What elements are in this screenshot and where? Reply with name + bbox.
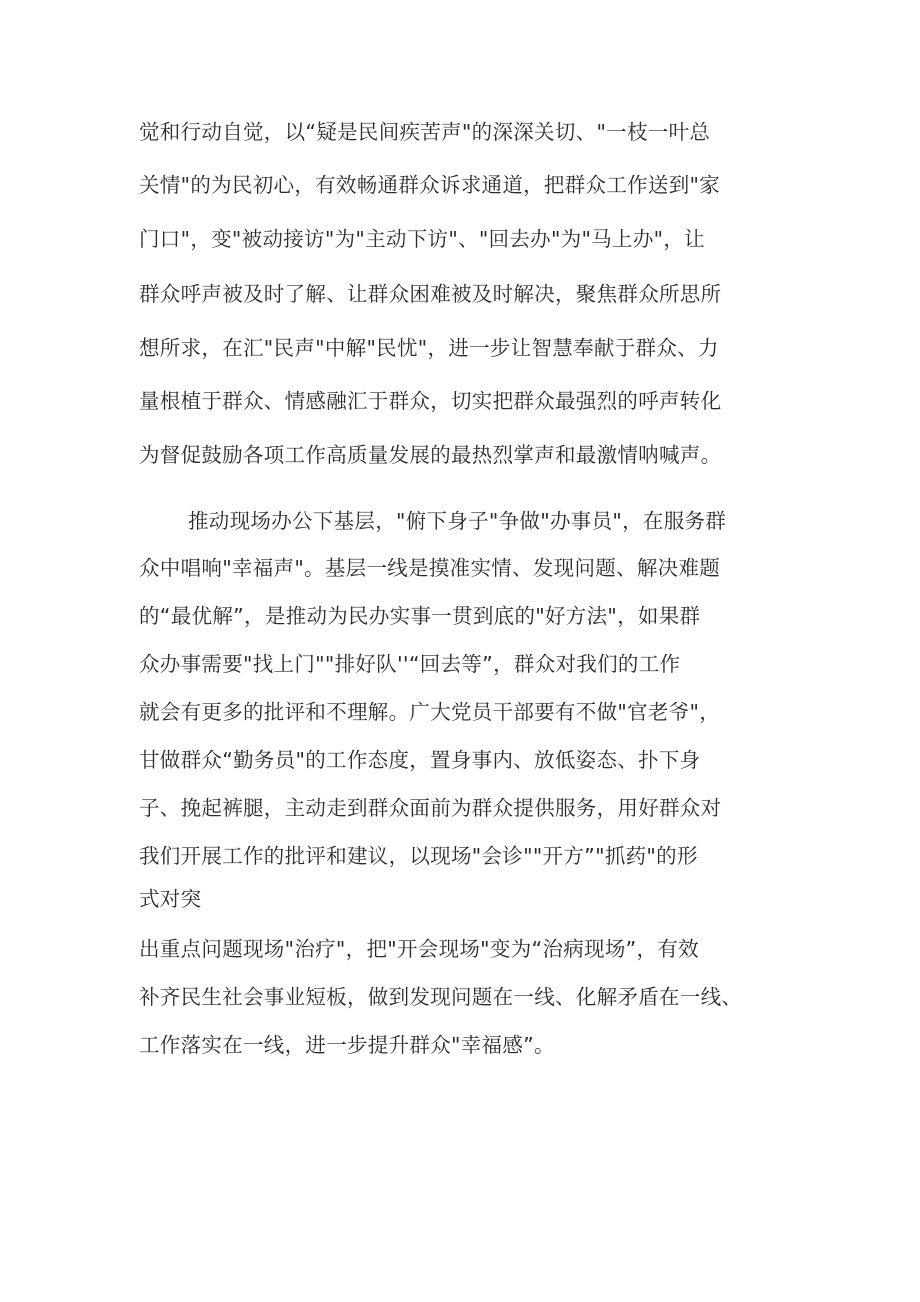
paragraph-line: 子、挽起裤腿，主动走到群众面前为群众提供服务，用好群众对 [139, 796, 722, 820]
paragraph-line: 想所求，在汇"民声"中解"民忧"，进一步让智慧奉献于群众、力 [139, 336, 719, 360]
paragraph-line: 工作落实在一线，进一步提升群众"幸福感”。 [139, 1033, 555, 1057]
paragraph-line: 众中唱响"幸福声"。基层一线是摸准实情、发现问题、解决难题 [139, 556, 721, 580]
paragraph-line: 群众呼声被及时了解、让群众困难被及时解决，聚焦群众所思所 [139, 282, 722, 306]
paragraph-line: 我们开展工作的批评和建议，以现场"会诊""开方”"抓药"的形 [139, 844, 698, 868]
paragraph-line: 觉和行动自觉，以“疑是民间疾苦声"的深深关切、"一枝一叶总 [139, 120, 711, 144]
paragraph-line: 补齐民生社会事业短板，做到发现问题在一线、化解矛盾在一线、 [139, 985, 743, 1009]
paragraph-line: 为督促鼓励各项工作高质量发展的最热烈掌声和最激情呐喊声。 [139, 443, 722, 467]
paragraph-line: 量根植于群众、情感融汇于群众，切实把群众最强烈的呼声转化 [139, 389, 722, 413]
paragraph-line: 出重点问题现场"治疗"，把"开会现场"变为“治病现场”，有效 [139, 937, 699, 961]
paragraph-line: 众办事需要"找上门""排好队''“回去等”，群众对我们的工作 [139, 652, 681, 676]
paragraph-line: 关情"的为民初心，有效畅通群众诉求通道，把群众工作送到"家 [139, 173, 721, 197]
paragraph-line: 推动现场办公下基层，"俯下身子"争做"办事员"，在服务群 [188, 509, 727, 533]
paragraph-line: 式对突 [139, 887, 202, 911]
paragraph-line: 就会有更多的批评和不理解。广大党员干部要有不做"官老爷"， [139, 700, 721, 724]
paragraph-line: 门口"，变"被动接访"为"主动下访"、"回去办"为"马上办"，让 [139, 227, 705, 251]
paragraph-line: 甘做群众“勤务员"的工作态度，置身事内、放低姿态、扑下身 [139, 748, 701, 772]
paragraph-line: 的“最优解”，是推动为民办实事一贯到底的"好方法"，如果群 [139, 604, 701, 628]
